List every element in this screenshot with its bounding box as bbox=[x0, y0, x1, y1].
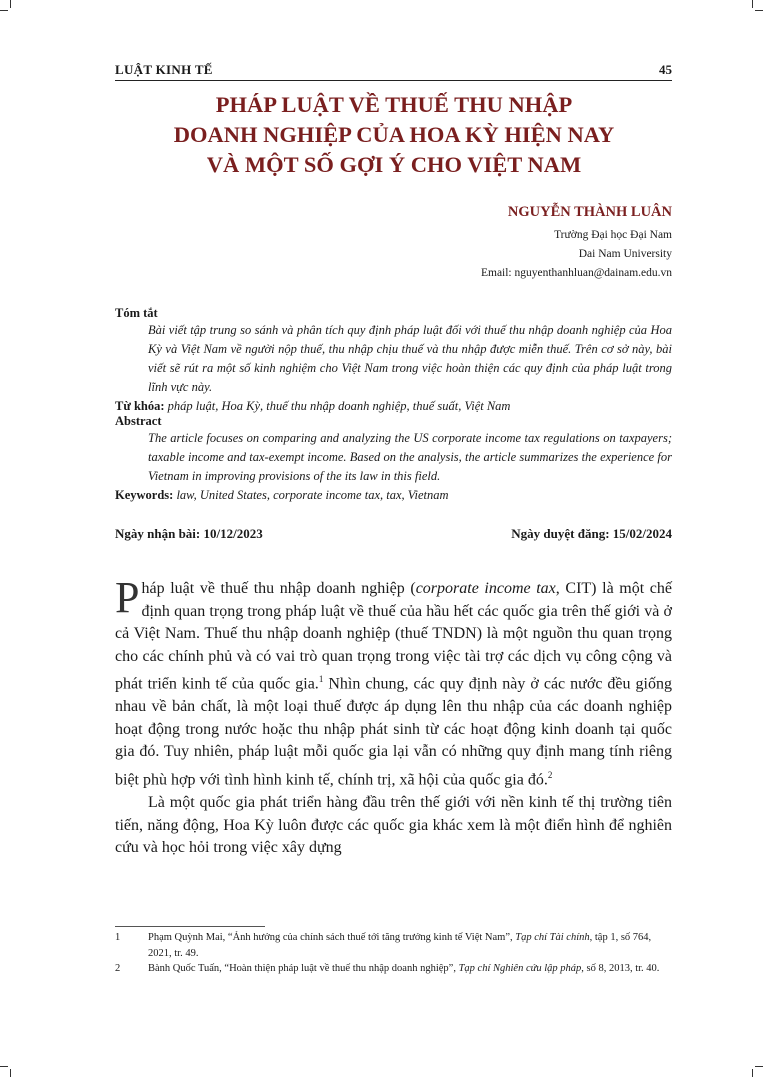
received-date: Ngày nhận bài: 10/12/2023 bbox=[115, 526, 263, 541]
abstract-vi-label: Tóm tắt bbox=[115, 306, 158, 320]
drop-cap: P bbox=[115, 573, 140, 622]
footnote-divider bbox=[115, 926, 265, 927]
keywords-en-list: law, United States, corporate income tax, tax, Vietnam bbox=[176, 488, 449, 502]
crop-mark bbox=[755, 1066, 763, 1067]
accepted-date: Ngày duyệt đăng: 15/02/2024 bbox=[511, 526, 672, 541]
footnote bbox=[115, 930, 672, 961]
footnote bbox=[115, 961, 672, 977]
keywords-vi-list: pháp luật, Hoa Kỳ, thuế thu nhập doanh nghiệp, thuế suất, Việt Nam bbox=[167, 399, 511, 413]
term-italic: corporate income tax bbox=[415, 580, 556, 597]
author-email[interactable]: Email: nguyenthanhluan@dainam.edu.vn bbox=[480, 267, 672, 279]
crop-mark bbox=[752, 0, 753, 8]
footnote-ref[interactable]: 1 bbox=[318, 674, 324, 685]
author-name: NGUYỄN THÀNH LUÂN bbox=[507, 204, 672, 220]
crop-mark bbox=[755, 10, 763, 11]
page-number: 45 bbox=[659, 62, 672, 77]
footnote-details: , tập 1, số 764, 2021, tr. 49. bbox=[148, 932, 652, 959]
keywords-vi-label: Từ khóa: bbox=[115, 399, 165, 413]
body-text: háp luật về thuế thu nhập doanh nghiệp ( bbox=[141, 580, 416, 597]
footnote-text bbox=[148, 930, 672, 961]
title-line: VÀ MỘT SỐ GỢI Ý CHO VIỆT NAM bbox=[206, 152, 582, 177]
body-text: Nhìn chung, các quy định này ở các nước đều giống nhau về bản chất, là một loại thuế được áp dụng lên thu nhập của các doanh nghiệp hoạt động trong nước hoặc thu nhập phát sinh từ các hoạt động kinh doanh tại quốc gia đó. Tuy nhiên, pháp luật mỗi quốc gia lại vẫn có những quy định mang tính riêng biệt phù hợp với tình hình kinh tế, chính trị, xã hội của quốc gia đó. bbox=[115, 675, 672, 789]
affiliation-en: Dai Nam University bbox=[578, 248, 672, 260]
footnote-number: 2 bbox=[115, 963, 121, 974]
abstract-vi-text: Bài viết tập trung so sánh và phân tích quy định pháp luật đối với thuế thu nhập doanh nghiệp của Hoa Kỳ và Việt Nam về người nộp thuế, thu nhập chịu thuế và thu nhập được miễn thuế. Trên cơ sở này, bài viết sẽ rút ra một số kinh nghiệm cho Việt Nam trong việc hoàn thiện các quy định của pháp luật trong lĩnh vực này. bbox=[148, 323, 672, 394]
body-paragraph bbox=[115, 573, 672, 792]
header-divider bbox=[115, 80, 672, 81]
body-text: , CIT) là một chế định quan trọng trong pháp luật về thuế của hầu hết các quốc gia trên thế giới và ở cả Việt Nam. Thuế thu nhập doanh nghiệp (thuế TNDN) là một nguồn thu quan trọng cho các chính phủ và có vai trò quan trọng trong việc tài trợ các dịch vụ công cộng và phát triển kinh tế của quốc gia. bbox=[115, 580, 672, 693]
crop-mark bbox=[0, 10, 8, 11]
article-dates bbox=[115, 526, 672, 542]
article-title bbox=[100, 90, 688, 180]
title-line: DOANH NGHIỆP CỦA HOA KỲ HIỆN NAY bbox=[173, 122, 615, 147]
crop-mark bbox=[10, 0, 11, 8]
footnote-journal: Tạp chí Nghiên cứu lập pháp bbox=[458, 963, 582, 974]
article-body bbox=[115, 573, 672, 860]
crop-mark bbox=[10, 1069, 11, 1077]
crop-mark bbox=[752, 1069, 753, 1077]
keywords-en bbox=[115, 486, 672, 504]
footnote-ref[interactable]: 2 bbox=[547, 770, 553, 781]
footnotes bbox=[115, 930, 672, 977]
footnote-journal: Tạp chí Tài chính bbox=[515, 932, 590, 943]
footnote-citation: Phạm Quỳnh Mai, “Ảnh hưởng của chính sách thuế tới tăng trưởng kinh tế Việt Nam”, bbox=[148, 932, 516, 943]
abstract-en-label: Abstract bbox=[115, 414, 162, 428]
author-block bbox=[481, 204, 672, 283]
affiliation-vi: Trường Đại học Đại Nam bbox=[554, 229, 672, 241]
body-paragraph: Là một quốc gia phát triển hàng đầu trên thế giới với nền kinh tế thị trường tiên tiến, năng động, Hoa Kỳ luôn được các quốc gia khác xem là một điển hình để nghiên cứu và học hỏi trong việc xây dựng bbox=[115, 794, 672, 857]
footnote-number: 1 bbox=[115, 932, 121, 943]
footnote-text bbox=[148, 961, 672, 977]
running-header-journal: LUẬT KINH TẾ bbox=[115, 62, 213, 77]
footnote-citation: Bành Quốc Tuấn, “Hoàn thiện pháp luật về thuế thu nhập doanh nghiệp”, bbox=[148, 963, 459, 974]
abstract-en bbox=[115, 414, 672, 504]
keywords-vi bbox=[115, 397, 672, 415]
keywords-en-label: Keywords: bbox=[115, 488, 174, 502]
abstract-en-text: The article focuses on comparing and analyzing the US corporate income tax regulations on taxpayers; taxable income and tax-exempt income. Based on the analysis, the article summarizes the experience for Vietnam in improving provisions of the its law in this field. bbox=[148, 431, 672, 483]
crop-mark bbox=[0, 1066, 8, 1067]
footnote-details: , số 8, 2013, tr. 40. bbox=[581, 963, 660, 974]
title-line: PHÁP LUẬT VỀ THUẾ THU NHẬP bbox=[215, 92, 573, 117]
abstract-vi bbox=[115, 306, 672, 415]
